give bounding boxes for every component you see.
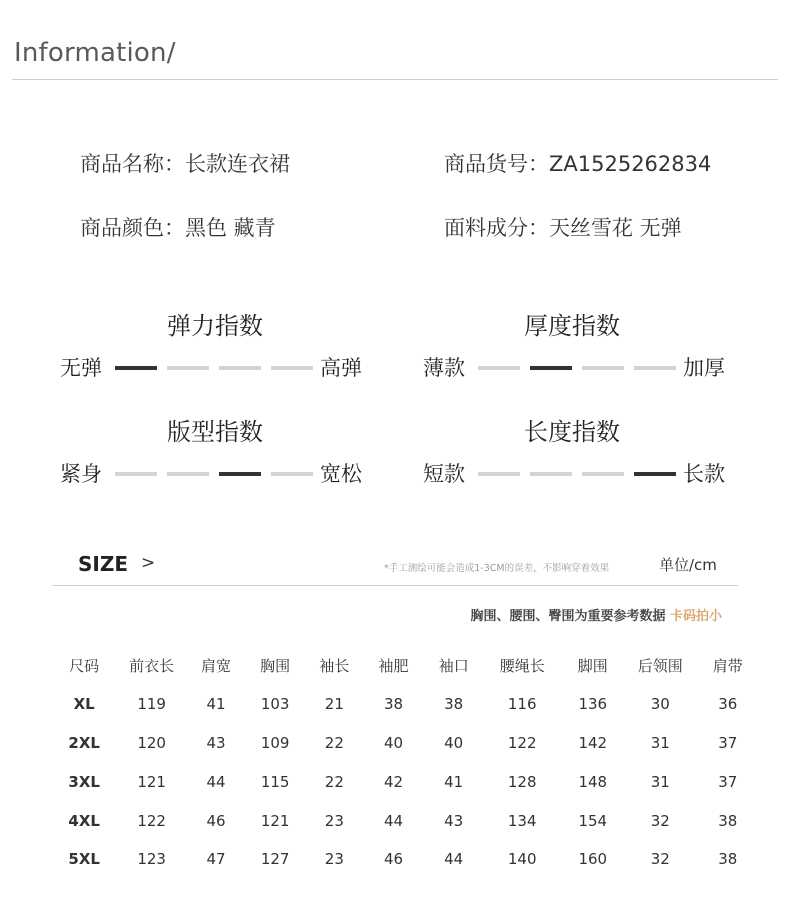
length-index-max-label: 长款 [683, 462, 725, 486]
fit-index-max-label: 宽松 [320, 462, 362, 486]
scale-segment-4 [634, 366, 676, 370]
table-cell: 37 [718, 733, 738, 752]
scale-segment-4 [271, 472, 313, 476]
thickness-index-scale [423, 353, 733, 383]
reference-note-accent: 卡码拍小 [669, 609, 722, 624]
product-name [80, 148, 290, 178]
thickness-index-title: 厚度指数 [524, 312, 620, 340]
column-header: 胸围 [260, 656, 291, 675]
column-header: 袖长 [319, 656, 350, 675]
table-cell: 31 [650, 772, 670, 791]
length-index-scale [423, 459, 733, 489]
product-sku [444, 148, 711, 178]
table-cell: 32 [650, 811, 670, 830]
table-cell: 5XL [68, 850, 100, 869]
scale-segment-3 [582, 472, 624, 476]
scale-segment-1 [478, 366, 520, 370]
measurement-note: *手工测绘可能会造成1-3CM的误差，不影响穿着效果 [384, 563, 610, 574]
table-row [52, 762, 760, 801]
elasticity-index-title: 弹力指数 [167, 312, 263, 340]
product-sku-label: 商品货号： [444, 152, 549, 176]
product-color [80, 212, 276, 242]
page-title: Information/ [14, 38, 176, 68]
column-header: 后领围 [637, 656, 683, 675]
table-cell: 41 [206, 695, 226, 714]
product-fabric [444, 212, 682, 242]
table-cell: 23 [324, 850, 344, 869]
scale-segment-2 [530, 472, 572, 476]
scale-segment-1 [115, 472, 157, 476]
fit-index-min-label: 紧身 [60, 462, 102, 486]
table-cell: 142 [578, 733, 608, 752]
table-cell: 41 [444, 772, 464, 791]
fit-index-scale [60, 459, 370, 489]
table-cell: 22 [324, 733, 344, 752]
elasticity-index-min-label: 无弹 [60, 356, 102, 380]
table-cell: 22 [324, 772, 344, 791]
table-cell: 2XL [68, 733, 100, 752]
table-cell: 4XL [68, 811, 100, 830]
table-cell: 47 [206, 850, 226, 869]
table-row [52, 801, 760, 840]
reference-note [470, 605, 722, 624]
table-cell: 148 [578, 772, 608, 791]
table-cell: 30 [650, 695, 670, 714]
table-cell: 128 [507, 772, 537, 791]
table-cell: 121 [260, 811, 290, 830]
scale-segment-1 [115, 366, 157, 370]
table-cell: 43 [444, 811, 464, 830]
column-header: 肩宽 [200, 656, 231, 675]
product-sku-value: ZA1525262834 [549, 152, 712, 176]
product-color-label: 商品颜色： [80, 216, 185, 240]
table-cell: 123 [137, 850, 166, 869]
header-divider [12, 79, 778, 80]
chevron-right-icon: > [141, 553, 156, 573]
table-cell: 42 [383, 772, 404, 791]
scale-segment-3 [219, 366, 261, 370]
column-header: 尺码 [69, 656, 100, 675]
table-cell: 44 [383, 811, 404, 830]
table-cell: 119 [137, 695, 166, 714]
fit-index-title: 版型指数 [167, 418, 263, 446]
size-table [52, 646, 760, 879]
table-cell: XL [73, 695, 95, 714]
product-name-label: 商品名称： [80, 152, 185, 176]
table-cell: 37 [718, 772, 738, 791]
table-cell: 32 [650, 850, 670, 869]
product-color-value: 黑色 藏青 [185, 216, 276, 240]
column-header: 袖肥 [378, 656, 409, 675]
table-cell: 160 [578, 850, 608, 869]
table-cell: 121 [137, 772, 166, 791]
length-index-title: 长度指数 [524, 418, 620, 446]
elasticity-index-max-label: 高弹 [320, 356, 362, 380]
table-cell: 44 [206, 772, 226, 791]
table-cell: 127 [260, 850, 290, 869]
table-cell: 44 [444, 850, 464, 869]
table-cell: 43 [206, 733, 226, 752]
table-cell: 36 [718, 695, 738, 714]
scale-segment-4 [271, 366, 313, 370]
scale-segment-4 [634, 472, 676, 476]
thickness-index-max-label: 加厚 [683, 356, 725, 380]
column-header: 脚围 [577, 656, 608, 675]
table-cell: 46 [383, 850, 404, 869]
column-header: 肩带 [712, 656, 743, 675]
table-row [52, 724, 760, 763]
table-cell: 120 [137, 733, 166, 752]
scale-segment-1 [478, 472, 520, 476]
table-cell: 134 [507, 811, 537, 830]
scale-segment-3 [582, 366, 624, 370]
product-name-value: 长款连衣裙 [185, 152, 290, 176]
table-cell: 38 [718, 811, 738, 830]
thickness-index-min-label: 薄款 [423, 356, 465, 380]
scale-segment-2 [167, 472, 209, 476]
table-cell: 46 [206, 811, 226, 830]
table-row [52, 840, 760, 879]
table-cell: 115 [260, 772, 290, 791]
table-cell: 136 [578, 695, 608, 714]
table-cell: 23 [324, 811, 344, 830]
table-cell: 116 [507, 695, 537, 714]
table-cell: 31 [650, 733, 670, 752]
column-header: 袖口 [438, 656, 469, 675]
table-header-row [52, 646, 760, 685]
size-heading: SIZE [78, 552, 129, 576]
table-cell: 154 [578, 811, 608, 830]
size-divider [52, 585, 738, 586]
table-cell: 40 [444, 733, 464, 752]
table-cell: 21 [324, 695, 344, 714]
scale-segment-3 [219, 472, 261, 476]
reference-note-text: 胸围、腰围、臀围为重要参考数据 [470, 609, 666, 624]
column-header: 前衣长 [129, 656, 175, 675]
column-header: 腰绳长 [499, 656, 545, 675]
table-cell: 109 [260, 733, 290, 752]
table-cell: 38 [718, 850, 738, 869]
product-fabric-label: 面料成分： [444, 216, 549, 240]
table-cell: 122 [137, 811, 166, 830]
unit-label: 单位/cm [659, 556, 717, 574]
table-cell: 140 [507, 850, 537, 869]
elasticity-index-scale [60, 353, 370, 383]
table-cell: 3XL [68, 772, 100, 791]
table-cell: 103 [260, 695, 290, 714]
table-row [52, 685, 760, 724]
table-cell: 40 [383, 733, 404, 752]
table-cell: 38 [383, 695, 404, 714]
length-index-min-label: 短款 [423, 462, 465, 486]
table-cell: 122 [507, 733, 537, 752]
scale-segment-2 [530, 366, 572, 370]
scale-segment-2 [167, 366, 209, 370]
product-fabric-value: 天丝雪花 无弹 [549, 216, 682, 240]
table-cell: 38 [444, 695, 464, 714]
